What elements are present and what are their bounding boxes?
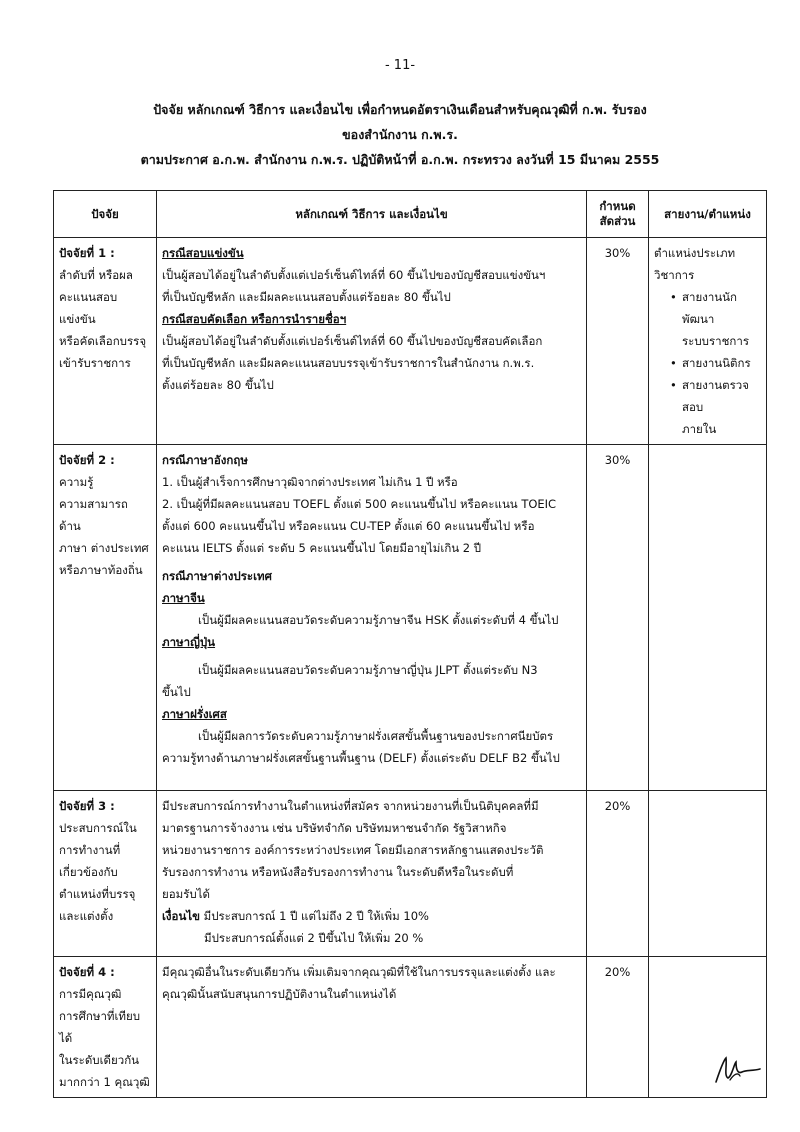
factor-label: ปัจจัยที่ 2 : [59,453,115,467]
table-row [54,445,767,791]
position-cell [649,791,767,957]
factor-cell [54,445,157,791]
criteria-line: เป็นผู้มีผลคะแนนสอบวัดระดับความรู้ภาษาจีน HSK ตั้งแต่ระดับที่ 4 ขึ้นไป [198,613,559,627]
case-title: กรณีภาษาอังกฤษ [162,453,248,467]
factor-desc-line: ภาษา ต่างประเทศ [59,541,149,555]
criteria-line: เป็นผู้สอบได้อยู่ในลำดับตั้งแต่เปอร์เซ็นต์ไทล์ที่ 60 ขึ้นไปของบัญชีสอบแข่งขันฯ [162,268,546,282]
factor-cell [54,957,157,1098]
factor-cell [54,238,157,445]
position-list [654,286,761,440]
case-title: กรณีสอบคัดเลือก หรือการนำรายชื่อฯ [162,312,347,326]
criteria-cell [157,957,587,1098]
factor-label: ปัจจัยที่ 1 : [59,246,115,260]
ratio-cell: 20% [587,791,649,957]
ratio-cell: 30% [587,445,649,791]
header-ratio-line-2: สัดส่วน [599,214,636,228]
language-title: ภาษาญี่ปุ่น [162,635,216,649]
position-item-line: • สายงานนิติกร [682,356,751,370]
ratio-cell: 20% [587,957,649,1098]
factor-desc-line: ความสามารถ ด้าน [59,497,128,533]
position-line: วิชาการ [654,268,695,282]
factor-desc-line: การศึกษาที่เทียบได้ [59,1009,141,1045]
criteria-line: ยอมรับได้ [162,887,210,901]
header-criteria: หลักเกณฑ์ วิธีการ และเงื่อนไข [157,191,587,238]
criteria-line: ที่เป็นบัญชีหลัก และมีผลคะแนนสอบบรรจุเข้ารับราชการในสำนักงาน ก.พ.ร. [162,356,535,370]
factor-desc-line: หรือภาษาท้องถิ่น [59,563,143,577]
factor-desc-line: ลำดับที่ หรือผล [59,268,133,282]
criteria-table [53,190,767,1098]
heading-line-2: ของสำนักงาน ก.พ.ร. [342,127,458,142]
condition-label: เงื่อนไข [162,909,200,923]
factor-label: ปัจจัยที่ 3 : [59,799,115,813]
header-factor: ปัจจัย [54,191,157,238]
factor-desc-line: เกี่ยวข้องกับ [59,865,118,879]
factor-label: ปัจจัยที่ 4 : [59,965,115,979]
criteria-line: ตั้งแต่ 600 คะแนนขึ้นไป หรือคะแนน CU-TEP ตั้งแต่ 60 คะแนนขึ้นไป หรือ [162,519,535,533]
criteria-line: คะแนน IELTS ตั้งแต่ ระดับ 5 คะแนนขึ้นไป โดยมีอายุไม่เกิน 2 ปี [162,541,482,555]
factor-desc-line: ความรู้ [59,475,94,489]
criteria-line: มาตรฐานการจ้างงาน เช่น บริษัทจำกัด บริษัทมหาชนจำกัด รัฐวิสาหกิจ [162,821,507,835]
criteria-cell [157,791,587,957]
factor-desc-line: เข้ารับราชการ [59,356,131,370]
language-title: ภาษาฝรั่งเศส [162,707,227,721]
criteria-line: เป็นผู้มีผลคะแนนสอบวัดระดับความรู้ภาษาญี่ปุ่น JLPT ตั้งแต่ระดับ N3 [198,663,538,677]
condition-text: มีประสบการณ์ 1 ปี แต่ไม่ถึง 2 ปี ให้เพิ่ม 10% [203,909,429,923]
position-item-line: • สายงานตรวจสอบ [682,378,749,414]
position-line: ตำแหน่งประเภท [654,246,736,260]
signature-mark [712,1052,762,1086]
heading-line-3: ตามประกาศ อ.ก.พ. สำนักงาน ก.พ.ร. ปฏิบัติหน้าที่ อ.ก.พ. กระทรวง ลงวันที่ 15 มีนาคม 2555 [140,152,660,167]
factor-cell [54,791,157,957]
position-item [670,374,761,440]
page-number: - 11- [384,58,416,73]
position-cell [649,445,767,791]
heading-line-1: ปัจจัย หลักเกณฑ์ วิธีการ และเงื่อนไข เพื่อกำหนดอัตราเงินเดือนสำหรับคุณวุฒิที่ ก.พ. รับรอง [153,102,647,117]
factor-desc-line: การทำงานที่ [59,843,121,857]
criteria-line: รับรองการทำงาน หรือหนังสือรับรองการทำงาน ในระดับดีหรือในระดับที่ [162,865,514,879]
position-item [670,352,761,374]
condition-line [162,905,581,927]
factor-desc-line: ตำแหน่งที่บรรจุ [59,887,136,901]
condition-line: มีประสบการณ์ตั้งแต่ 2 ปีขึ้นไป ให้เพิ่ม 20 % [204,931,424,945]
criteria-line: 1. เป็นผู้สำเร็จการศึกษาวุฒิจากต่างประเทศ ไม่เกิน 1 ปี หรือ [162,475,458,489]
factor-desc-line: หรือคัดเลือกบรรจุ [59,334,147,348]
position-item-line: ภายใน [682,422,717,436]
position-item-line: • สายงานนักพัฒนา [682,290,737,326]
criteria-line: มีคุณวุฒิอื่นในระดับเดียวกัน เพิ่มเติมจากคุณวุฒิที่ใช้ในการบรรจุและแต่งตั้ง และ [162,965,556,979]
criteria-line: เป็นผู้สอบได้อยู่ในลำดับตั้งแต่เปอร์เซ็นต์ไทล์ที่ 60 ขึ้นไปของบัญชีสอบคัดเลือก [162,334,543,348]
position-item-line: ระบบราชการ [682,334,749,348]
criteria-line: คุณวุฒินั้นสนับสนุนการปฏิบัติงานในตำแหน่งได้ [162,987,397,1001]
table-header-row [54,191,767,238]
criteria-cell [157,238,587,445]
criteria-line: 2. เป็นผู้ที่มีผลคะแนนสอบ TOEFL ตั้งแต่ 500 คะแนนขึ้นไป หรือคะแนน TOEIC [162,497,557,511]
criteria-line: ความรู้ทางด้านภาษาฝรั่งเศสขั้นฐานพื้นฐาน (DELF) ตั้งแต่ระดับ DELF B2 ขึ้นไป [162,751,560,765]
case-title: กรณีสอบแข่งขัน [162,246,244,260]
header-ratio-line-1: กำหนด [599,199,636,213]
factor-desc-line: ในระดับเดียวกัน [59,1053,140,1067]
criteria-line: มีประสบการณ์การทำงานในตำแหน่งที่สมัคร จากหน่วยงานที่เป็นนิติบุคคลที่มี [162,799,539,813]
factor-desc-line: ประสบการณ์ใน [59,821,137,835]
position-item [670,286,761,352]
criteria-line: หน่วยงานราชการ องค์การระหว่างประเทศ โดยมีเอกสารหลักฐานแสดงประวัติ [162,843,544,857]
header-ratio [587,191,649,238]
criteria-line: ที่เป็นบัญชีหลัก และมีผลคะแนนสอบตั้งแต่ร้อยละ 80 ขึ้นไป [162,290,451,304]
language-title: ภาษาจีน [162,591,205,605]
position-cell [649,238,767,445]
factor-desc-line: และแต่งตั้ง [59,909,114,923]
factor-desc-line: มากกว่า 1 คุณวุฒิ [59,1075,150,1089]
table-row [54,238,767,445]
criteria-line: ตั้งแต่ร้อยละ 80 ขึ้นไป [162,378,274,392]
criteria-cell [157,445,587,791]
table-row [54,957,767,1098]
table-row [54,791,767,957]
header-position: สายงาน/ตำแหน่ง [649,191,767,238]
case-title: กรณีภาษาต่างประเทศ [162,569,272,583]
factor-desc-line: การมีคุณวุฒิ [59,987,122,1001]
criteria-line: ขึ้นไป [162,685,191,699]
criteria-line: เป็นผู้มีผลการวัดระดับความรู้ภาษาฝรั่งเศสขั้นพื้นฐานของประกาศนียบัตร [198,729,554,743]
ratio-cell: 30% [587,238,649,445]
factor-desc-line: คะแนนสอบแข่งขัน [59,290,118,326]
